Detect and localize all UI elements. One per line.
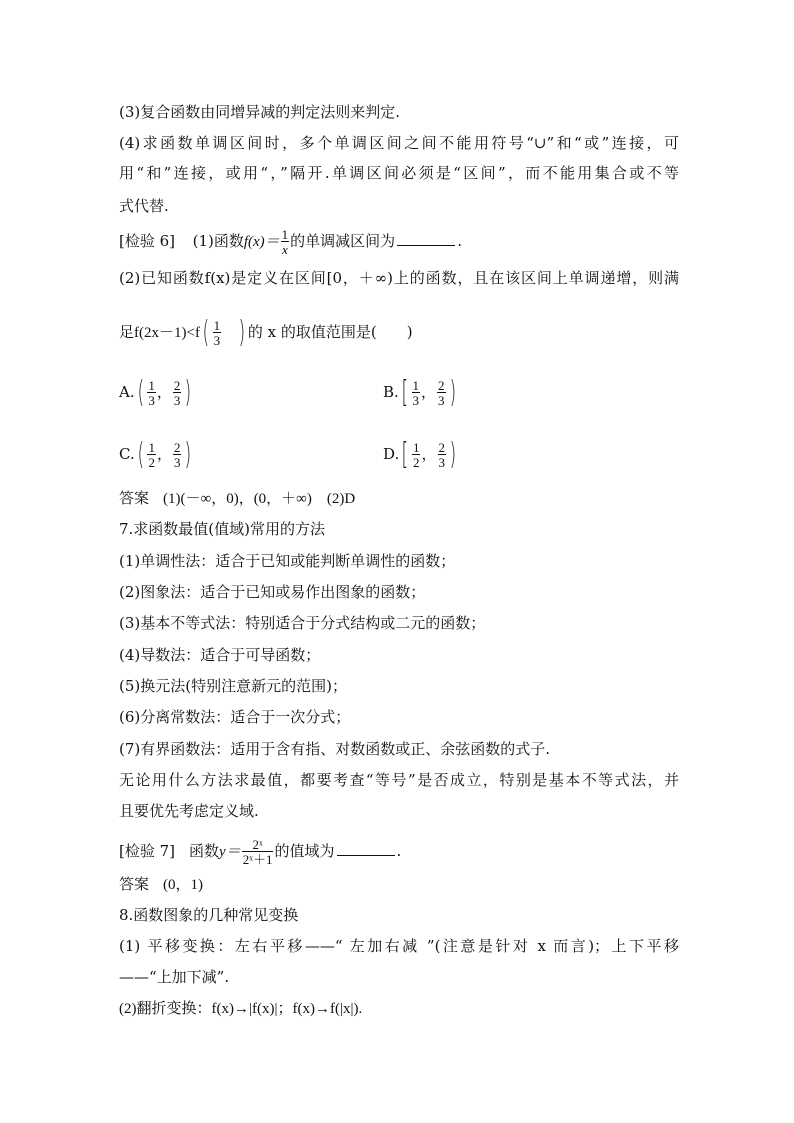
section7-item-4: (4)导数法：适合于可导函数； [119,646,321,664]
section7-item-6: (6)分离常数法：适合于一次分式； [119,708,351,726]
section8-text-2: (2)翻折变换：f(x)→|f(x)|；f(x)→f(|x|). [119,1001,363,1017]
check6-q2-line1: (2)已知函数f(x)是定义在区间[0，＋∞)上的函数，且在该区间上单调递增，则满 [119,269,679,287]
check7-question: [检验 7] 函数y＝ $\frac{\text{2ˣ}}{\text{2ˣ＋1}}$ 的值域为 . [119,837,402,867]
answer-label: 答案 [119,489,150,507]
fraction-1-over-3: $\frac{1}{3}$ [213,318,221,348]
section7-item-3: (3)基本不等式法：特别适合于分式结构或二元的函数； [119,614,486,632]
check7-answer: 答案 (0，1) [119,875,204,893]
section7-item-2: (2)图象法：适合于已知或易作出图象的函数； [119,583,426,601]
check6-q2-line2: 足f(2x－1)<f( $\frac{1}{3}$ ) 的 x 的取值范围是( ) [119,315,413,350]
section7-title: 7.求函数最值(值域)常用的方法 [119,520,326,538]
option-d[interactable]: D.[ $\frac{1}{2}$ ， $\frac{2}{3}$ ) [383,437,457,472]
fraction-1-over-x: $\frac{1}{x}$ [281,227,289,257]
section8-text-1b: ——“上加下减”. [119,968,230,986]
check6-answer: 答案 (1)(－∞，0)，(0，＋∞) (2)D [119,489,356,507]
text-line-4a: (4)求函数单调区间时，多个单调区间之间不能用符号“∪”和“或”连接，可 [119,134,679,152]
option-c[interactable]: C.( $\frac{1}{2}$ ， $\frac{2}{3}$ ) [119,437,192,472]
section7-item-1: (1)单调性法：适合于已知或能判断单调性的函数； [119,552,456,570]
answer-blank-2[interactable] [337,841,395,856]
text-line-3: (3)复合函数由同增异减的判定法则来判定. [119,103,401,121]
check7-tag: [检验 7] [119,842,176,860]
section7-item-7: (7)有界函数法：适用于含有指、对数函数或正、余弦函数的式子. [119,740,551,758]
check6-q1: [检验 6] (1)函数f(x)＝ $\frac{1}{x}$ 的单调减区间为 . [119,227,462,257]
section7-item-5: (5)换元法(特别注意新元的范围)； [119,677,347,695]
answer-blank-1[interactable] [397,231,455,246]
option-a[interactable]: A.( $\frac{1}{3}$ ， $\frac{2}{3}$ ) [119,375,192,410]
check6-tag: [检验 6] [119,232,176,250]
section7-note-b: 且要优先考虑定义域. [119,802,259,820]
option-b[interactable]: B.[ $\frac{1}{3}$ ， $\frac{2}{3}$ ) [383,375,456,410]
answer-label: 答案 [119,875,150,893]
section8-text-1a: (1) 平移变换：左右平移——“ 左加右减 ”(注意是针对 x 而言)；上下平移 [119,937,679,955]
section8-title: 8.函数图象的几种常见变换 [119,906,299,924]
text-line-4b: 用“和”连接，或用“，”隔开.单调区间必须是“区间”，而不能用集合或不等 [119,164,679,182]
section7-note-a: 无论用什么方法求最值，都要考查“等号”是否成立，特别是基本不等式法，并 [119,771,679,789]
text-line-4c: 式代替. [119,197,169,215]
fraction-2x-over-2x-plus-1: $\frac{\text{2ˣ}}{\text{2ˣ＋1}}$ [242,837,273,867]
